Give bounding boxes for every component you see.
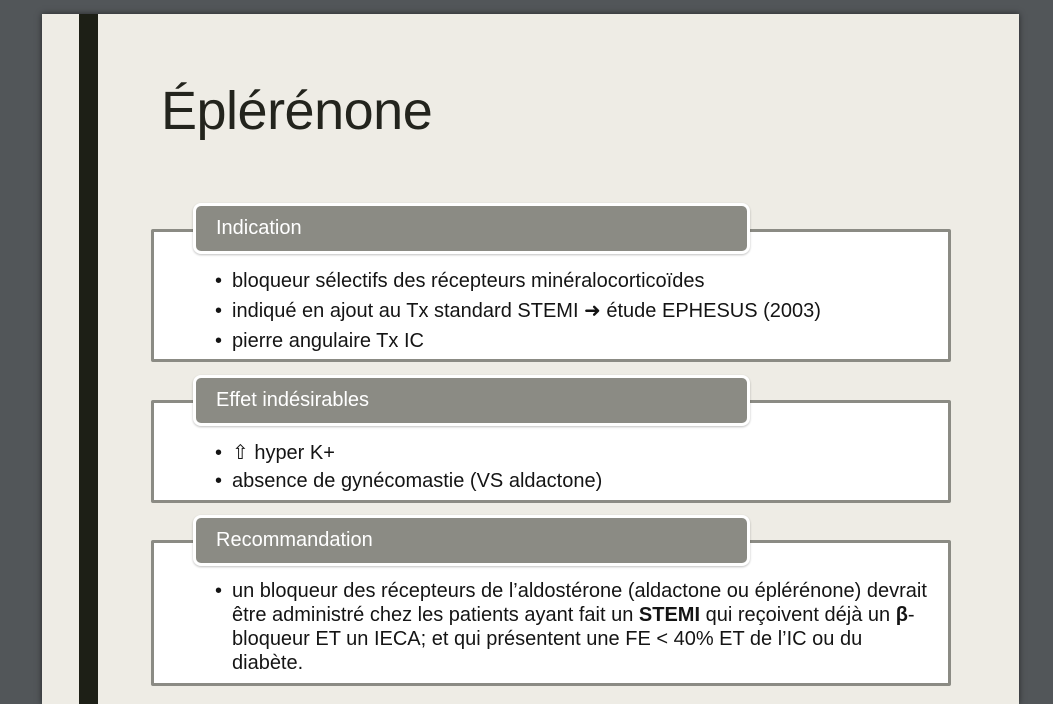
recommendation-list [215,579,928,675]
indication-list [215,266,928,356]
recommendation-text-3: -bloqueur ET un IECA; et qui présentent une FE < 40% ET de l’IC ou du diabète. [232,604,915,674]
recommendation-text-1: un bloqueur des récepteurs de l’aldostérone (aldactone ou éplérénone) devrait être administré chez les patients ayant fait un [232,580,927,626]
side-effects-header: Effet indésirables [193,375,750,426]
slide-title: Éplérénone [161,81,433,141]
indication-header: Indication [193,203,750,254]
side-effects-list [215,439,928,495]
list-item [215,579,928,675]
list-item: • indiqué en ajout au Tx standard STEMI ➜ étude EPHESUS (2003) [215,296,928,326]
recommendation-text-2: qui reçoivent déjà un [700,604,896,626]
list-item: • absence de gynécomastie (VS aldactone) [215,467,928,495]
recommendation-header: Recommandation [193,515,750,566]
slide-accent-bar [79,14,98,704]
list-item: • pierre angulaire Tx IC [215,326,928,356]
slide [42,14,1019,704]
recommendation-bold-beta: β [895,604,908,626]
list-item: • bloqueur sélectifs des récepteurs minéralocorticoïdes [215,266,928,296]
recommendation-bold-stemi: STEMI [638,604,701,626]
list-item: • ⇧ hyper K+ [215,439,928,467]
